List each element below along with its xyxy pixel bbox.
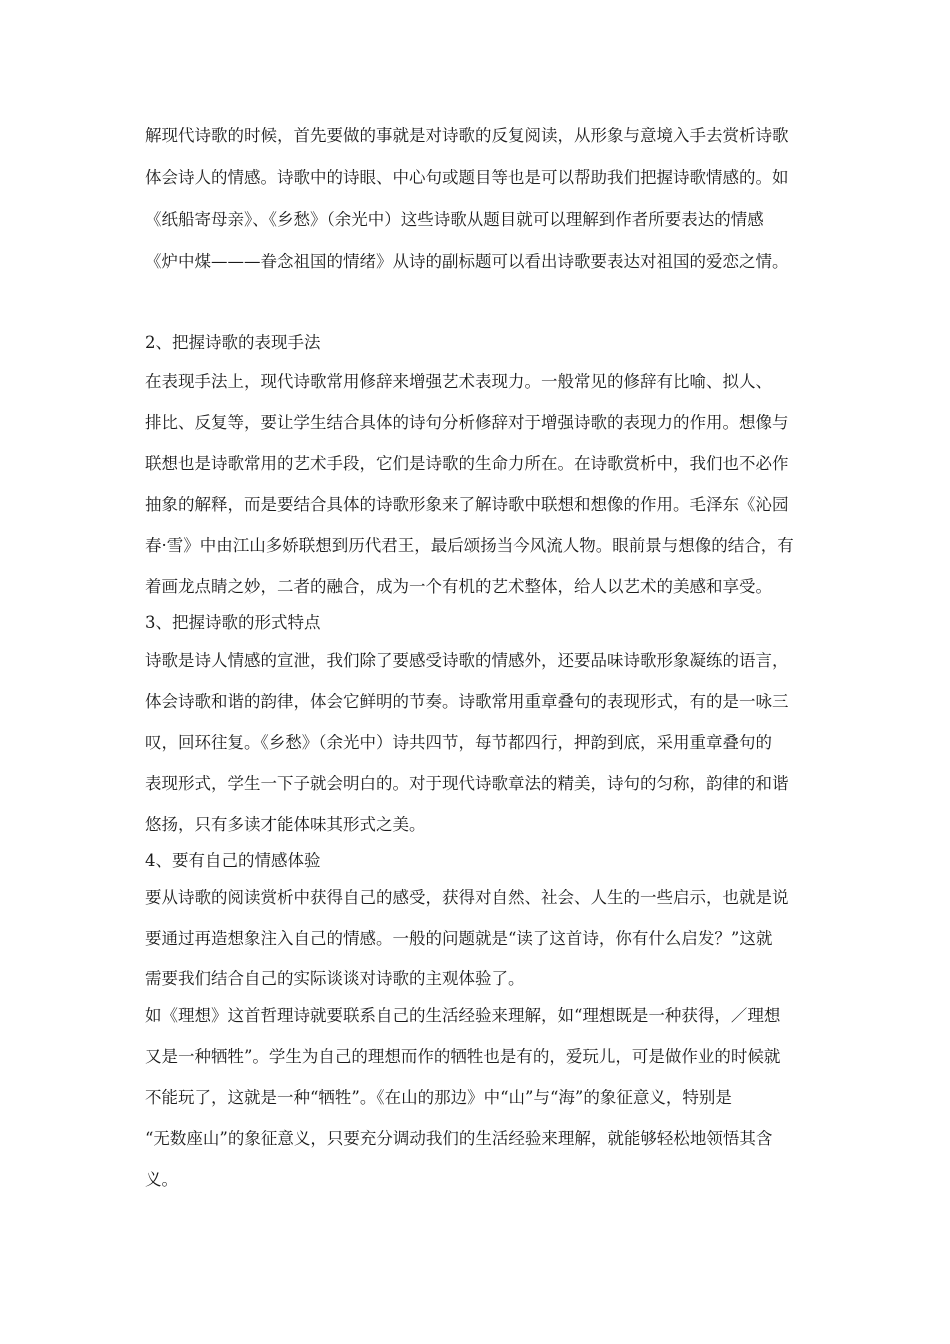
paragraph-line: 表现形式，学生一下子就会明白的。对于现代诗歌章法的精美，诗句的匀称，韵律的和谐 [145, 774, 789, 793]
paragraph-line: 需要我们结合自己的实际谈谈对诗歌的主观体验了。 [145, 969, 525, 988]
paragraph-line: 体会诗歌和谐的韵律，体会它鲜明的节奏。诗歌常用重章叠句的表现形式，有的是一咏三 [145, 692, 789, 711]
paragraph-line: 在表现手法上，现代诗歌常用修辞来增强艺术表现力。一般常见的修辞有比喻、拟人、 [145, 372, 772, 391]
paragraph-line: 要从诗歌的阅读赏析中获得自己的感受，获得对自然、社会、人生的一些启示，也就是说 [145, 888, 789, 907]
paragraph-line: 不能玩了，这就是一种“牺牲”。《在山的那边》中“山”与“海”的象征意义，特别是 [145, 1088, 732, 1107]
paragraph-line: 悠扬，只有多读才能体味其形式之美。 [145, 815, 426, 834]
paragraph-line: 如《理想》这首哲理诗就要联系自己的生活经验来理解，如“理想既是一种获得，／理想 [145, 1006, 781, 1025]
paragraph-line: “无数座山”的象征意义，只要充分调动我们的生活经验来理解，就能够轻松地领悟其含 [145, 1129, 773, 1148]
paragraph-line: 《炉中煤———眷念祖国的情绪》从诗的副标题可以看出诗歌要表达对祖国的爱恋之情。 [145, 252, 789, 271]
paragraph-line: 叹，回环往复。《乡愁》（余光中）诗共四节，每节都四行，押韵到底，采用重章叠句的 [145, 733, 772, 752]
section-heading-2: 2、把握诗歌的表现手法 [145, 333, 321, 352]
paragraph-line: 抽象的解释，而是要结合具体的诗歌形象来了解诗歌中联想和想像的作用。毛泽东《沁园 [145, 495, 789, 514]
paragraph-line: 诗歌是诗人情感的宣泄，我们除了要感受诗歌的情感外，还要品味诗歌形象凝练的语言， [145, 651, 789, 670]
paragraph-line: 义。 [145, 1170, 178, 1189]
paragraph-line: 春·雪》中由江山多娇联想到历代君王，最后颂扬当今风流人物。眼前景与想像的结合，有 [145, 536, 794, 555]
paragraph-line: 着画龙点睛之妙，二者的融合，成为一个有机的艺术整体，给人以艺术的美感和享受。 [145, 577, 772, 596]
paragraph-line: 联想也是诗歌常用的艺术手段，它们是诗歌的生命力所在。在诗歌赏析中，我们也不必作 [145, 454, 789, 473]
paragraph-line: 解现代诗歌的时候，首先要做的事就是对诗歌的反复阅读，从形象与意境入手去赏析诗歌 [145, 126, 789, 145]
paragraph-line: 体会诗人的情感。诗歌中的诗眼、中心句或题目等也是可以帮助我们把握诗歌情感的。如 [145, 168, 789, 187]
section-heading-4: 4、要有自己的情感体验 [145, 851, 321, 870]
paragraph-line: 又是一种牺牲”。学生为自己的理想而作的牺牲也是有的，爱玩儿，可是做作业的时候就 [145, 1047, 781, 1066]
paragraph-line: 排比、反复等，要让学生结合具体的诗句分析修辞对于增强诗歌的表现力的作用。想像与 [145, 413, 789, 432]
section-heading-3: 3、把握诗歌的形式特点 [145, 613, 321, 632]
paragraph-line: 《纸船寄母亲》、《乡愁》（余光中）这些诗歌从题目就可以理解到作者所要表达的情感 [145, 210, 764, 229]
paragraph-line: 要通过再造想象注入自己的情感。一般的问题就是“读了这首诗，你有什么启发？”这就 [145, 929, 773, 948]
